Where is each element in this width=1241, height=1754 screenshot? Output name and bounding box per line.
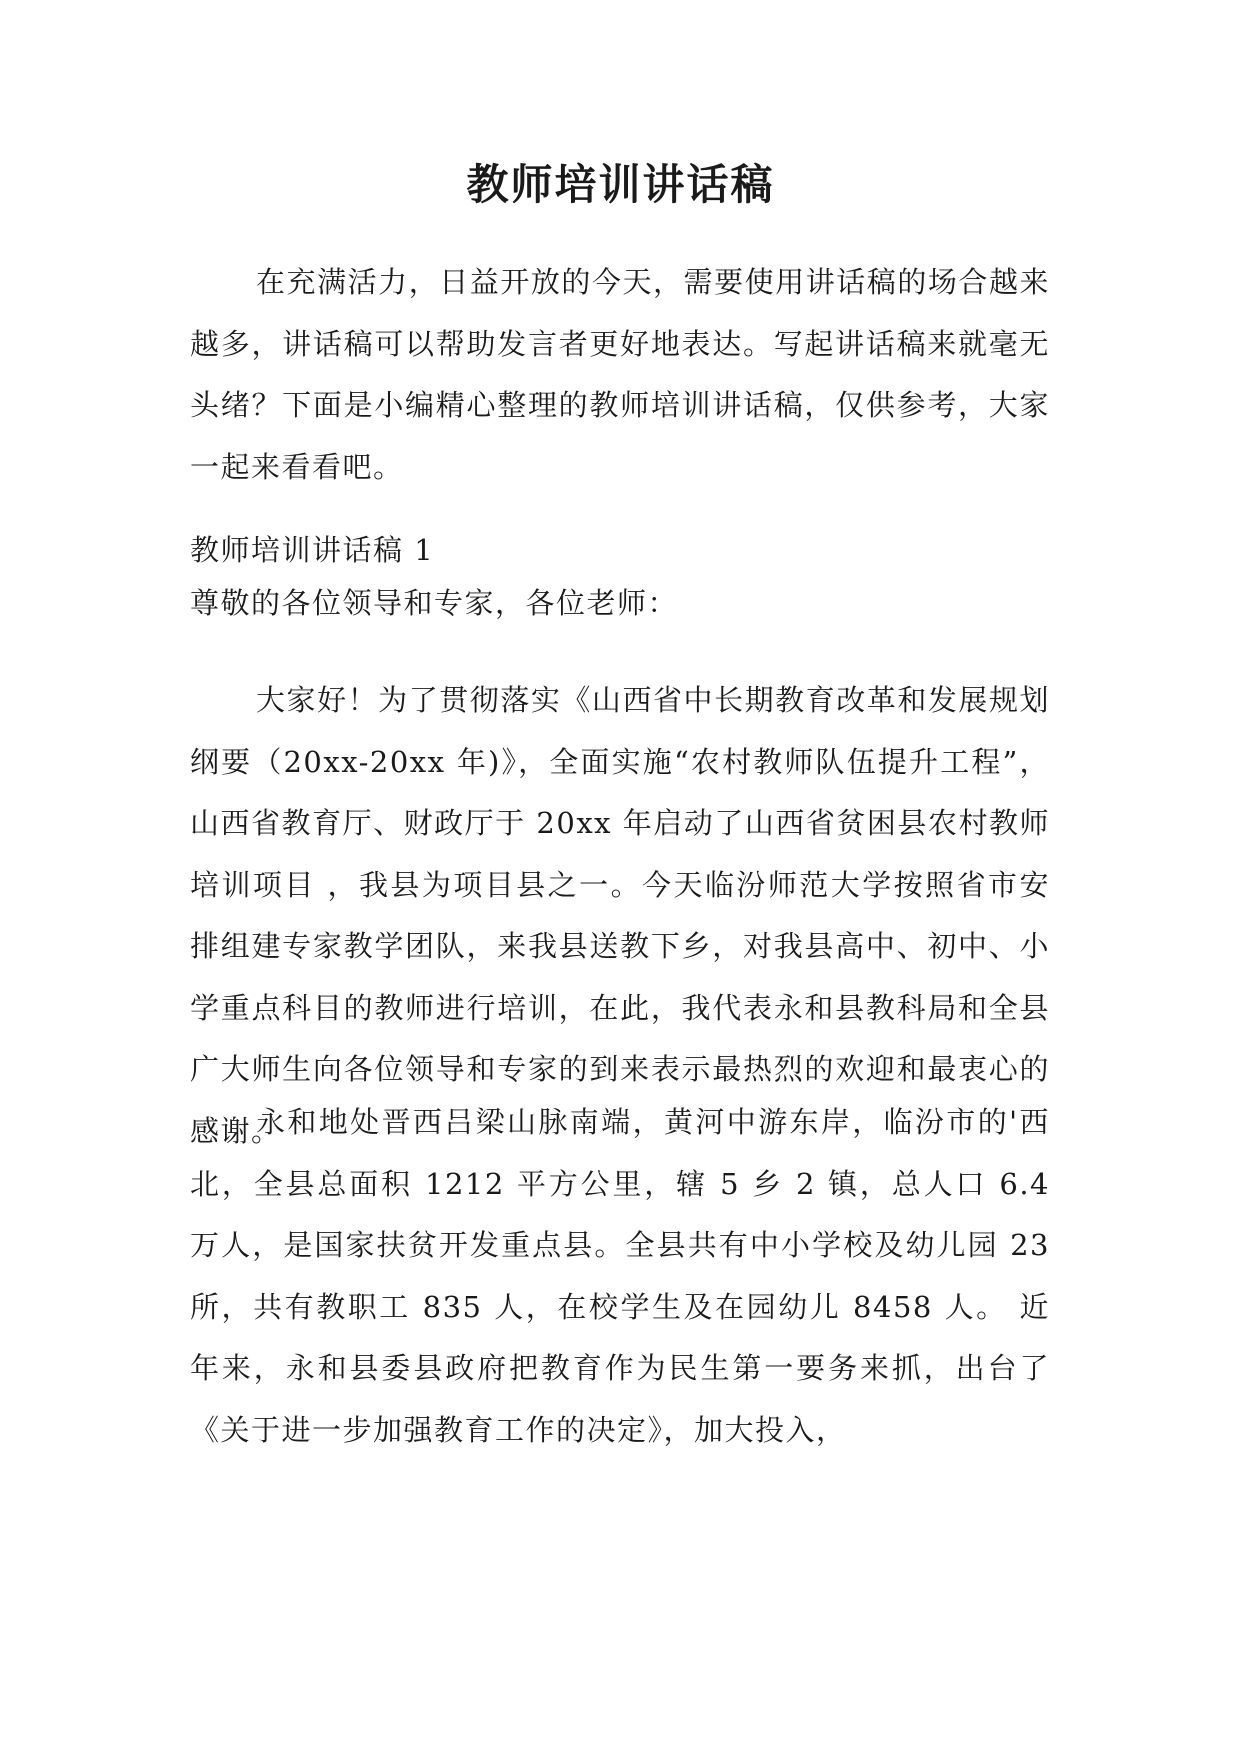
body-paragraph-2: 永和地处晋西吕梁山脉南端，黄河中游东岸，临汾市的'西北，全县总面积 1212 平方公里，辖 5 乡 2 镇，总人口 6.4 万人，是国家扶贫开发重点县。全县共有中小学校及幼儿园 23 所，共有教职工 835 人，在校学生及在园幼儿 8458 人。 近年来，永和县委县政府把教育作为民生第一要务来抓，出台了《关于进一步加强教育工作的决定》，加大投入，: [190, 1105, 1050, 1447]
intro-paragraph: 在充满活力，日益开放的今天，需要使用讲话稿的场合越来越多，讲话稿可以帮助发言者更好地表达。写起讲话稿来就毫无头绪？下面是小编精心整理的教师培训讲话稿，仅供参考，大家一起来看看吧。: [190, 265, 1050, 484]
section-heading: 教师培训讲话稿 1: [190, 533, 435, 567]
salutation: 尊敬的各位领导和专家，各位老师：: [190, 586, 679, 620]
document-title: 教师培训讲话稿: [466, 160, 775, 209]
body-paragraph-1: 大家好！为了贯彻落实《山西省中长期教育改革和发展规划纲要（20xx-20xx 年)》，全面实施“农村教师队伍提升工程”，山西省教育厅、财政厅于 20xx 年启动了山西省贫困县农村教师培训项目 ，我县为项目县之一。今天临汾师范大学按照省市安排组建专家教学团队，来我县送教下乡，对我县高中、初中、小学重点科目的教师进行培训，在此，我代表永和县教科局和全县广大师生向各位领导和专家的到来表示最热烈的欢迎和最衷心的感谢。: [190, 683, 1050, 1148]
